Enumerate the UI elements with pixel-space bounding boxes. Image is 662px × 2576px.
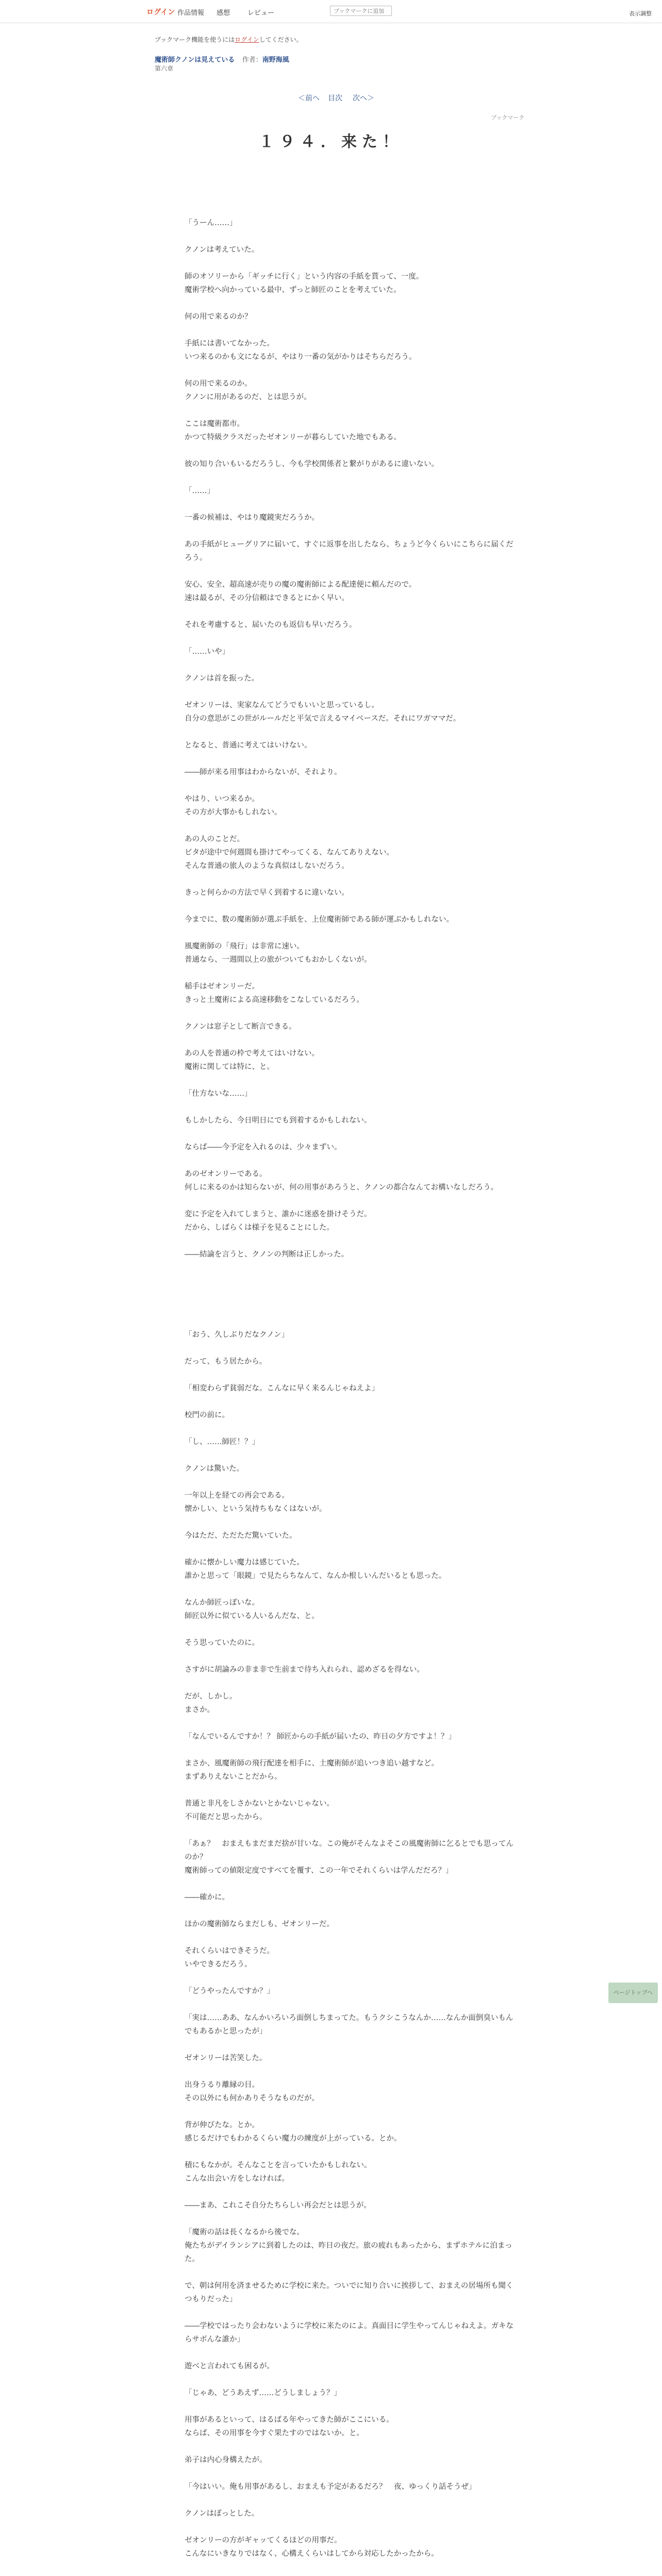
blank-line — [185, 2467, 515, 2480]
body-paragraph: きっと何らかの方法で早く到着するに違いない。 — [185, 889, 349, 897]
body-paragraph: まさか、風魔術師の飛行配達を相手に、土魔術師が追いつき追い越すなど。 — [185, 1759, 439, 1768]
body-paragraph: 「今はいい。俺も用事があるし、おまえも予定があるだろ？ 夜、ゆっくり話そうぜ」 — [185, 2483, 476, 2491]
novel-body — [185, 216, 515, 2576]
blank-line — [185, 1127, 515, 1141]
blank-line — [185, 1904, 515, 1918]
body-paragraph: 稲手はゼオンリーだ。 — [185, 982, 259, 991]
blank-line — [185, 471, 515, 484]
display-settings-link[interactable]: 表示調整 — [629, 10, 652, 17]
body-paragraph: その方が大事かもしれない。 — [185, 808, 282, 817]
blank-line — [185, 2561, 515, 2574]
author-name[interactable]: 南野海風 — [262, 56, 289, 64]
body-paragraph: 「じゃあ、どうあえず……どうしましょう？」 — [185, 2389, 341, 2397]
blank-line — [185, 297, 515, 310]
blank-line — [185, 1315, 515, 1328]
blank-line — [185, 324, 515, 337]
blank-line — [185, 819, 515, 833]
login-notice: ブックマーク機能を使うにはログインしてください。 — [155, 36, 303, 43]
body-paragraph: ――まあ、これこそ自分たちらしい再会だとは思うが。 — [185, 2201, 371, 2210]
blank-line — [185, 926, 515, 940]
blank-line — [185, 1743, 515, 1757]
blank-line — [185, 967, 515, 980]
blank-line — [185, 1717, 515, 1730]
blank-line — [185, 873, 515, 886]
blank-line — [185, 1074, 515, 1087]
notice-login-link[interactable]: ログイン — [235, 36, 259, 43]
body-paragraph: 「実は……ああ、なんかいろいろ面倒しちまってた。もうクシこうなんか……なんか面倒臭いもんでもあるかと思ったが」 — [185, 2014, 514, 2036]
blank-line — [185, 2440, 515, 2453]
author-label: 作者： — [242, 56, 262, 64]
blank-line — [185, 1784, 515, 1797]
blank-line — [185, 1154, 515, 1167]
blank-line — [185, 1033, 515, 1047]
body-paragraph: 「相変わらず貧弱だな。こんなに早く来るんじゃねえよ」 — [185, 1384, 379, 1393]
body-paragraph: やはり、いつ来るか。 — [185, 795, 259, 803]
body-paragraph: だが、しかし。 — [185, 1692, 237, 1701]
body-paragraph: 「……」 — [185, 487, 214, 495]
blank-line — [185, 1583, 515, 1596]
body-paragraph: 「なんでいるんですか！？ 師匠からの手紙が届いたの、昨日の夕方ですよ！？」 — [185, 1733, 456, 1741]
body-paragraph: 今はただ、ただただ驚いていた。 — [185, 1532, 297, 1540]
body-paragraph: 出身うるり離縁の目。 — [185, 2081, 259, 2089]
blank-line — [185, 658, 515, 672]
body-paragraph: まずありえないことだから。 — [185, 1773, 282, 1781]
blank-line — [185, 2266, 515, 2279]
body-paragraph: こんな出会い方をしなければ。 — [185, 2175, 289, 2183]
body-paragraph: 変に予定を入れてしまうと、誰かに迷惑を掛けそうだ。 — [185, 1210, 372, 1218]
blank-line — [185, 1931, 515, 1944]
body-paragraph: 魔術に関しては特に、と。 — [185, 1063, 274, 1071]
blank-line — [185, 1301, 515, 1315]
blank-line — [185, 1824, 515, 1837]
site-header — [0, 0, 662, 23]
body-paragraph: クノンは驚いた。 — [185, 1465, 244, 1473]
blank-line — [185, 230, 515, 243]
body-paragraph: ――確かに。 — [185, 1893, 229, 1902]
blank-line — [185, 725, 515, 739]
blank-line — [185, 1623, 515, 1636]
blank-line — [185, 1395, 515, 1409]
body-paragraph: ゼオンリーの方がギャッてくるほどの用事だ。 — [185, 2536, 342, 2545]
body-paragraph: 今までに、数の魔術師が選ぶ手紙を、上位魔術師である師が運ぶかもしれない。 — [185, 916, 454, 924]
body-paragraph: あの手紙がヒューグリアに届いて、すぐに返事を出したなら、ちょうど今くらいにこちらに届くだろう。 — [185, 540, 514, 562]
episode-title: １９４．来た！ — [259, 133, 403, 151]
blank-line — [185, 404, 515, 417]
body-paragraph: 一番の候補は、やはり魔鏡実だろうか。 — [185, 514, 319, 522]
body-paragraph: ほかの魔術師ならまだしも、ゼオンリーだ。 — [185, 1920, 334, 1928]
body-paragraph: あの人のことだ。 — [185, 835, 244, 843]
body-paragraph: 弟子は内心身構えたが。 — [185, 2456, 267, 2464]
body-paragraph: 校門の前に。 — [185, 1411, 229, 1419]
prev-episode-link[interactable]: ＜前へ — [298, 94, 320, 103]
next-episode-link[interactable]: 次へ＞ — [353, 94, 374, 103]
body-paragraph: そう思っていたのに。 — [185, 1639, 259, 1647]
blank-line — [185, 1476, 515, 1489]
body-paragraph: 「あぁ？ おまえもまだまだ捨が甘いな。この俺がそんなよそこの風魔術師に乞るとでも思ってんのか？ — [185, 1840, 514, 1861]
body-paragraph: 感じるだけでもわかるくらい魔力の練度が上がっている。とか。 — [185, 2134, 402, 2143]
blank-line — [185, 2520, 515, 2534]
body-paragraph: その以外にも何かありそうなものだが。 — [185, 2094, 319, 2103]
body-paragraph: あのゼオンリーである。 — [185, 1170, 267, 1178]
body-paragraph: それくらいはできそうだ。 — [185, 1947, 274, 1955]
body-paragraph: 懐かしい、という気持ちもなくはないが。 — [185, 1505, 327, 1513]
series-title[interactable]: 魔術師クノンは見えている — [155, 56, 235, 64]
body-paragraph: クノンは窓子として断言できる。 — [185, 1023, 296, 1031]
blank-line — [185, 1676, 515, 1690]
body-paragraph: きっと土魔術による高速移動をこなしているだろう。 — [185, 996, 364, 1004]
body-paragraph: 遊べと言われても困るが。 — [185, 2362, 274, 2370]
body-paragraph: 不可能だと思ったから。 — [185, 1813, 267, 1821]
body-paragraph: クノンは考えていた。 — [185, 246, 259, 254]
blank-line — [185, 1516, 515, 1529]
blank-line — [185, 1543, 515, 1556]
blank-line — [185, 1971, 515, 1985]
body-paragraph: 「し、……師匠！？」 — [185, 1438, 259, 1446]
blank-line — [185, 2346, 515, 2360]
body-paragraph: 背が伸びたな。とか。 — [185, 2121, 259, 2129]
blank-line — [185, 2145, 515, 2159]
body-paragraph: 安心、安全、超高速が売りの魔の魔術師による配達便に頼んだので。 — [185, 581, 417, 589]
body-paragraph: 用事があるといって、はるばる年やってきた師がここにいる。 — [185, 2416, 394, 2424]
body-paragraph: いやできるだろう。 — [185, 1960, 252, 1969]
body-paragraph: 普通なら、一週間以上の旅がついてもおかしくないが。 — [185, 956, 372, 964]
body-paragraph: なんか師匠っぽいな。 — [185, 1599, 259, 1607]
body-paragraph: 「うーん……」 — [185, 219, 237, 227]
blank-line — [185, 1998, 515, 2011]
bookmark-add-box[interactable] — [330, 6, 392, 16]
blank-line — [185, 752, 515, 766]
blank-line — [185, 1342, 515, 1355]
blank-line — [185, 444, 515, 457]
blank-line — [185, 1100, 515, 1114]
body-paragraph: さすがに胡論みの非ま非で生前まで待ち入れられ、認めざるを得ない。 — [185, 1666, 424, 1674]
blank-line — [185, 605, 515, 618]
body-paragraph: 一年以上を経ての再会である。 — [185, 1492, 289, 1500]
body-paragraph: 何の用で来るのか？ — [185, 313, 252, 321]
body-paragraph: ならば――今予定を入れるのは、少々まずい。 — [185, 1143, 342, 1151]
body-paragraph: そんな普通の旅人のような真似はしないだろう。 — [185, 862, 349, 870]
body-paragraph: こんなにいきなりではなく、心構えくらいはしてから対応したかったから。 — [185, 2550, 439, 2558]
body-paragraph: 「おう、久しぶりだなクノン」 — [185, 1331, 289, 1339]
blank-line — [185, 2185, 515, 2199]
blank-line — [185, 2038, 515, 2052]
body-paragraph: あの人を普通の枠で考えてはいけない。 — [185, 1049, 319, 1058]
body-paragraph: 自分の意思がこの世がルールだと平気で言えるマイペースだ。それにワガママだ。 — [185, 715, 461, 723]
login-link[interactable]: ログイン — [146, 8, 175, 16]
blank-line — [185, 2494, 515, 2507]
body-paragraph: 「魔術の話は長くなるから後でな。 — [185, 2228, 304, 2236]
nav-impressions[interactable]: 感想 — [217, 9, 230, 17]
body-paragraph: 俺たちがデイランシアに到着したのは、昨日の夜だ。旅の疲れもあったから、まずホテルに泊まった。 — [185, 2242, 512, 2263]
blank-line — [185, 900, 515, 913]
body-paragraph: 速は最るが、その分信頼はできるとにかく早い。 — [185, 594, 349, 602]
body-paragraph: ビタが途中で何週間も掛けてやってくる、なんてありえない。 — [185, 849, 394, 857]
body-paragraph: ゼオンリーは、実家なんてどうでもいいと思っているし。 — [185, 701, 379, 709]
body-paragraph: 積にもなかが。そんなことを言っていたかもしれない。 — [185, 2161, 372, 2170]
toc-link[interactable]: 目次 — [328, 94, 342, 103]
body-paragraph: ここは魔術都市。 — [185, 420, 244, 428]
blank-line — [185, 524, 515, 538]
blank-line — [185, 1650, 515, 1663]
blank-line — [185, 2065, 515, 2078]
blank-line — [185, 1275, 515, 1288]
body-paragraph: 「仕方ないな……」 — [185, 1090, 252, 1098]
body-paragraph: ゼオンリーは苦笑した。 — [185, 2054, 267, 2062]
body-paragraph: 彼の知り合いもいるだろうし、今も学校関係者と繋がりがあるに違いない。 — [185, 460, 439, 468]
blank-line — [185, 257, 515, 270]
blank-line — [185, 1288, 515, 1301]
body-paragraph: かつて特級クラスだったゼオンリーが暮らしていた地でもある。 — [185, 433, 402, 442]
body-paragraph: 魔術学校へ向かっている最中、ずっと師匠のことを考えていた。 — [185, 286, 401, 294]
body-paragraph: 何の用で来るのか。 — [185, 380, 252, 388]
body-paragraph: 手紙には書いてなかった。 — [185, 340, 274, 348]
blank-line — [185, 1234, 515, 1248]
page-top-button[interactable]: ページトップへ — [608, 1982, 658, 2003]
blank-line — [185, 2212, 515, 2226]
blank-line — [185, 632, 515, 645]
nav-reviews[interactable]: レビュー — [247, 9, 275, 17]
body-paragraph: ならば、その用事を今すぐ果たすのではないか。と。 — [185, 2429, 364, 2437]
body-paragraph: だって、もう居たから。 — [185, 1358, 267, 1366]
body-paragraph: 師匠以外に似ている人いるんだな、と。 — [185, 1612, 319, 1620]
body-paragraph: クノンは首を振った。 — [185, 674, 259, 683]
blank-line — [185, 1368, 515, 1382]
body-paragraph: 「どうやったんですか？」 — [185, 1987, 274, 1995]
blank-line — [185, 2306, 515, 2319]
body-paragraph: まさか。 — [185, 1706, 214, 1714]
body-paragraph: 確かに懐かしい魔力は感じていた。 — [185, 1558, 304, 1567]
body-paragraph: クノンに用があるのだ、とは思うが。 — [185, 393, 311, 401]
blank-line — [185, 565, 515, 578]
blank-line — [185, 1449, 515, 1462]
blank-line — [185, 685, 515, 699]
blank-line — [185, 1194, 515, 1208]
blank-line — [185, 2373, 515, 2386]
blank-line — [185, 498, 515, 511]
blank-line — [185, 779, 515, 792]
body-paragraph: もしかしたら、今日明日にでも到着するかもしれない。 — [185, 1116, 372, 1125]
body-paragraph: 風魔術師の「飛行」は非常に速い。 — [185, 942, 304, 951]
body-paragraph: それを考慮すると、届いたのも返信も早いだろう。 — [185, 621, 357, 629]
blank-line — [185, 1877, 515, 1891]
blank-line — [185, 1261, 515, 1275]
blank-line — [185, 1007, 515, 1020]
body-paragraph: 魔術師っての値限定度ですべてを覆す、この一年でそれくらいは学んだだろ？」 — [185, 1867, 453, 1875]
blank-line — [185, 1422, 515, 1435]
nav-work-info[interactable]: 作品情報 — [177, 9, 205, 17]
body-paragraph: 何しに来るのかは知らないが、何の用事があろうと、クノンの都合なんてお構いなしだろう。 — [185, 1183, 499, 1192]
body-paragraph: クノンはぽっとした。 — [185, 2510, 259, 2518]
body-paragraph: ――師が来る用事はわからないが、それより。 — [185, 768, 342, 776]
body-paragraph: だから、しばらくは様子を見ることにした。 — [185, 1224, 334, 1232]
blank-line — [185, 364, 515, 377]
chapter-label: 第六章 — [155, 65, 174, 72]
body-paragraph — [185, 2574, 515, 2576]
body-paragraph: ――学校ではったり会わないように学校に来たのによ。真面目に学生やってんじゃねえよ。ガキならサボんな誰か」 — [185, 2322, 514, 2344]
body-paragraph: ――結論を言うと、クノンの判断は正しかった。 — [185, 1250, 349, 1259]
blank-line — [185, 2400, 515, 2413]
body-paragraph: 師のオソリーから「ギッチに行く」という内容の手紙を貰って、一度。 — [185, 273, 424, 281]
body-paragraph: 誰かと思って「眼鏡」で見たらちなんて、なんか根しいんだいるとも思った。 — [185, 1572, 446, 1580]
series-info[interactable] — [155, 54, 289, 64]
body-paragraph: で、朝は何用を済ませるために学校に来た。ついでに知り合いに挨拶して、おまえの居場所も聞くつもりだった」 — [185, 2282, 514, 2303]
body-paragraph: いつ来るのかも文になるが、やはり一番の気がかりはそちらだろう。 — [185, 353, 417, 361]
body-paragraph: 普通と非凡をしさかないとかないじゃない。 — [185, 1800, 334, 1808]
body-paragraph: 「……いや」 — [185, 648, 229, 656]
body-paragraph: となると、普通に考えてはいけない。 — [185, 741, 312, 750]
bookmark-label[interactable]: ブックマーク — [491, 114, 525, 121]
blank-line — [185, 2105, 515, 2119]
